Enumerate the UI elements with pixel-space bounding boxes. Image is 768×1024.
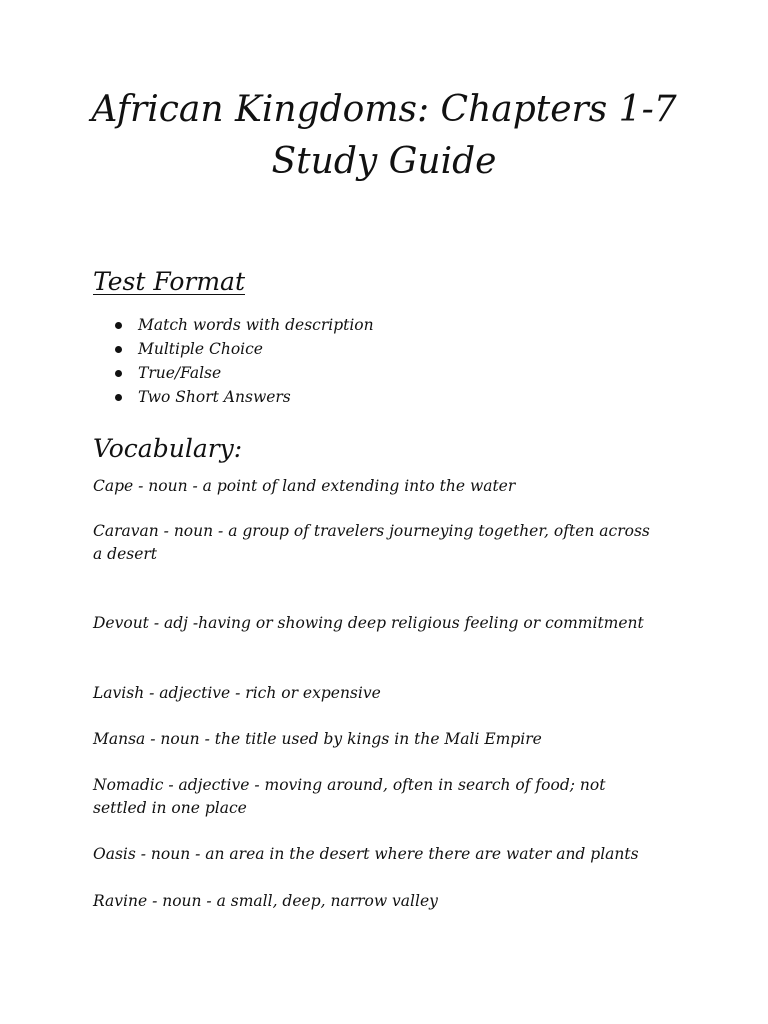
list-item-label: Two Short Answers <box>138 388 291 406</box>
list-item <box>93 337 374 361</box>
list-item <box>93 313 374 337</box>
vocab-entry-ravine: Ravine - noun - a small, deep, narrow valley <box>93 892 438 910</box>
page-title <box>0 84 768 188</box>
title-line-1: African Kingdoms: Chapters 1-7 <box>91 89 677 130</box>
title-line-2: Study Guide <box>271 141 497 182</box>
test-format-heading: Test Format <box>93 267 245 296</box>
vocab-entry-caravan: Caravan - noun - a group of travelers journeying together, often across a desert <box>93 522 650 563</box>
vocabulary-heading: Vocabulary: <box>93 434 243 463</box>
vocab-entry-nomadic: Nomadic - adjective - moving around, often in search of food; not settled in one place <box>93 776 606 817</box>
bullet-icon <box>115 370 122 377</box>
test-format-list <box>93 313 374 409</box>
list-item <box>93 361 374 385</box>
vocab-entry-mansa: Mansa - noun - the title used by kings in the Mali Empire <box>93 730 542 748</box>
bullet-icon <box>115 346 122 353</box>
list-item-label: Match words with description <box>138 316 374 334</box>
vocab-entry-lavish: Lavish - adjective - rich or expensive <box>93 684 381 702</box>
vocab-entry-devout: Devout - adj -having or showing deep religious feeling or commitment <box>93 614 644 632</box>
list-item-label: True/False <box>138 364 222 382</box>
vocab-entry-oasis: Oasis - noun - an area in the desert where there are water and plants <box>93 845 639 863</box>
bullet-icon <box>115 322 122 329</box>
bullet-icon <box>115 394 122 401</box>
list-item-label: Multiple Choice <box>138 340 263 358</box>
vocab-entry-cape: Cape - noun - a point of land extending into the water <box>93 477 516 495</box>
list-item <box>93 385 374 409</box>
